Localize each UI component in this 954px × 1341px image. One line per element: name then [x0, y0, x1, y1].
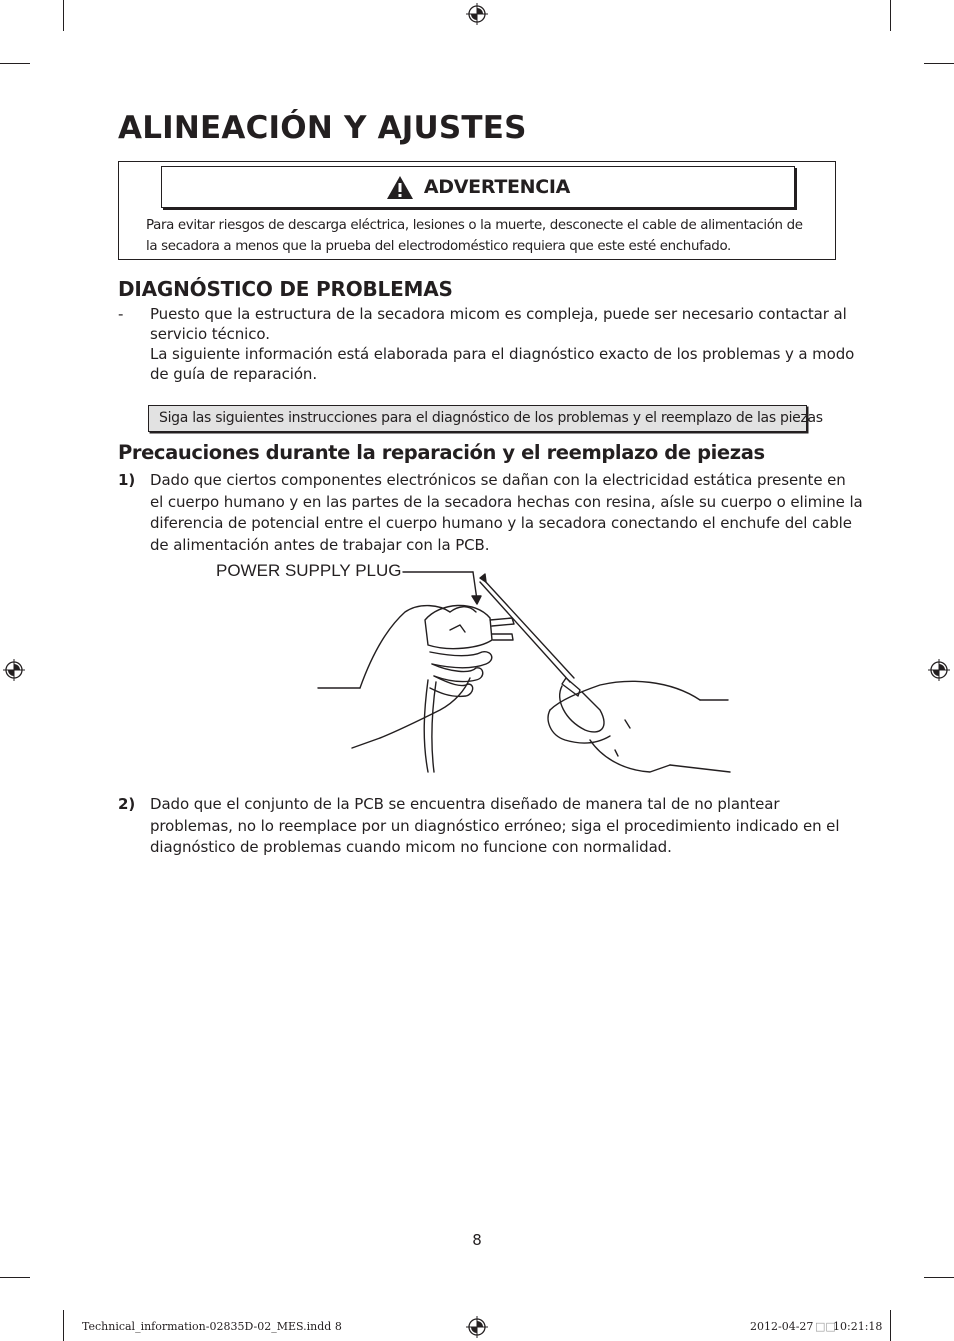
- warning-box: [118, 161, 836, 260]
- page-title: ALINEACIÓN Y AJUSTES: [118, 110, 527, 146]
- registration-mark-icon: [466, 1316, 488, 1338]
- crop-mark: [63, 1310, 64, 1341]
- warning-line: la secadora a menos que la prueba del electrodoméstico requiera que este esté enchufado.: [146, 239, 731, 254]
- warning-line: Para evitar riesgos de descarga eléctrica, lesiones o la muerte, desconecte el cable de alimentación de: [146, 218, 803, 233]
- paragraph-line: servicio técnico.: [150, 325, 270, 343]
- hands-plug-screwdriver-illustration: [300, 560, 740, 780]
- warning-text: [146, 215, 816, 257]
- crop-mark: [0, 63, 30, 64]
- item-line: de alimentación antes de trabajar con la PCB.: [150, 536, 490, 554]
- crop-mark: [890, 1310, 891, 1341]
- crop-mark: [0, 1277, 30, 1278]
- figure-callout: POWER SUPPLY PLUG: [216, 561, 402, 580]
- item-line: el cuerpo humano y en las partes de la secadora hechas con resina, aísle su cuerpo o elimine la: [150, 493, 863, 511]
- bullet-dash: -: [118, 305, 124, 323]
- item-line: diferencia de potencial entre el cuerpo humano y la secadora conectando el enchufe del cable: [150, 514, 852, 532]
- slug-time: 10:21:18: [833, 1320, 883, 1333]
- page-number: 8: [472, 1231, 482, 1249]
- section-heading-precauciones: Precauciones durante la reparación y el reemplazo de piezas: [118, 441, 765, 464]
- registration-mark-icon: [466, 3, 488, 25]
- crop-mark: [890, 0, 891, 31]
- warning-triangle-icon: [386, 175, 414, 200]
- crop-mark: [924, 63, 954, 64]
- warning-label: ADVERTENCIA: [423, 176, 571, 198]
- slug-box-glyphs: □□: [815, 1320, 836, 1333]
- paragraph-line: La siguiente información está elaborada para el diagnóstico exacto de los problemas y a modo: [150, 345, 855, 363]
- slug-filename: Technical_information-02835D-02_MES.indd 8: [82, 1320, 342, 1333]
- registration-mark-icon: [3, 659, 25, 681]
- item-number: 1): [118, 471, 136, 489]
- item-line: diagnóstico de problemas cuando micom no funcione con normalidad.: [150, 838, 672, 856]
- section-heading-diagnostico: DIAGNÓSTICO DE PROBLEMAS: [118, 277, 453, 301]
- item-line: Dado que ciertos componentes electrónicos se dañan con la electricidad estática presente en: [150, 471, 846, 489]
- item-number: 2): [118, 795, 136, 813]
- registration-mark-icon: [928, 659, 950, 681]
- slug-date: 2012-04-27: [750, 1320, 814, 1333]
- item-line: problemas, no lo reemplace por un diagnóstico erróneo; siga el procedimiento indicado en el: [150, 817, 840, 835]
- item-line: Dado que el conjunto de la PCB se encuentra diseñado de manera tal de no plantear: [150, 795, 780, 813]
- crop-mark: [63, 0, 64, 31]
- warning-header: [161, 166, 795, 208]
- paragraph-line: de guía de reparación.: [150, 365, 317, 383]
- instruction-box: Siga las siguientes instrucciones para el diagnóstico de los problemas y el reemplazo de las piezas: [148, 405, 807, 432]
- paragraph-line: Puesto que la estructura de la secadora micom es compleja, puede ser necesario contactar al: [150, 305, 847, 323]
- crop-mark: [924, 1277, 954, 1278]
